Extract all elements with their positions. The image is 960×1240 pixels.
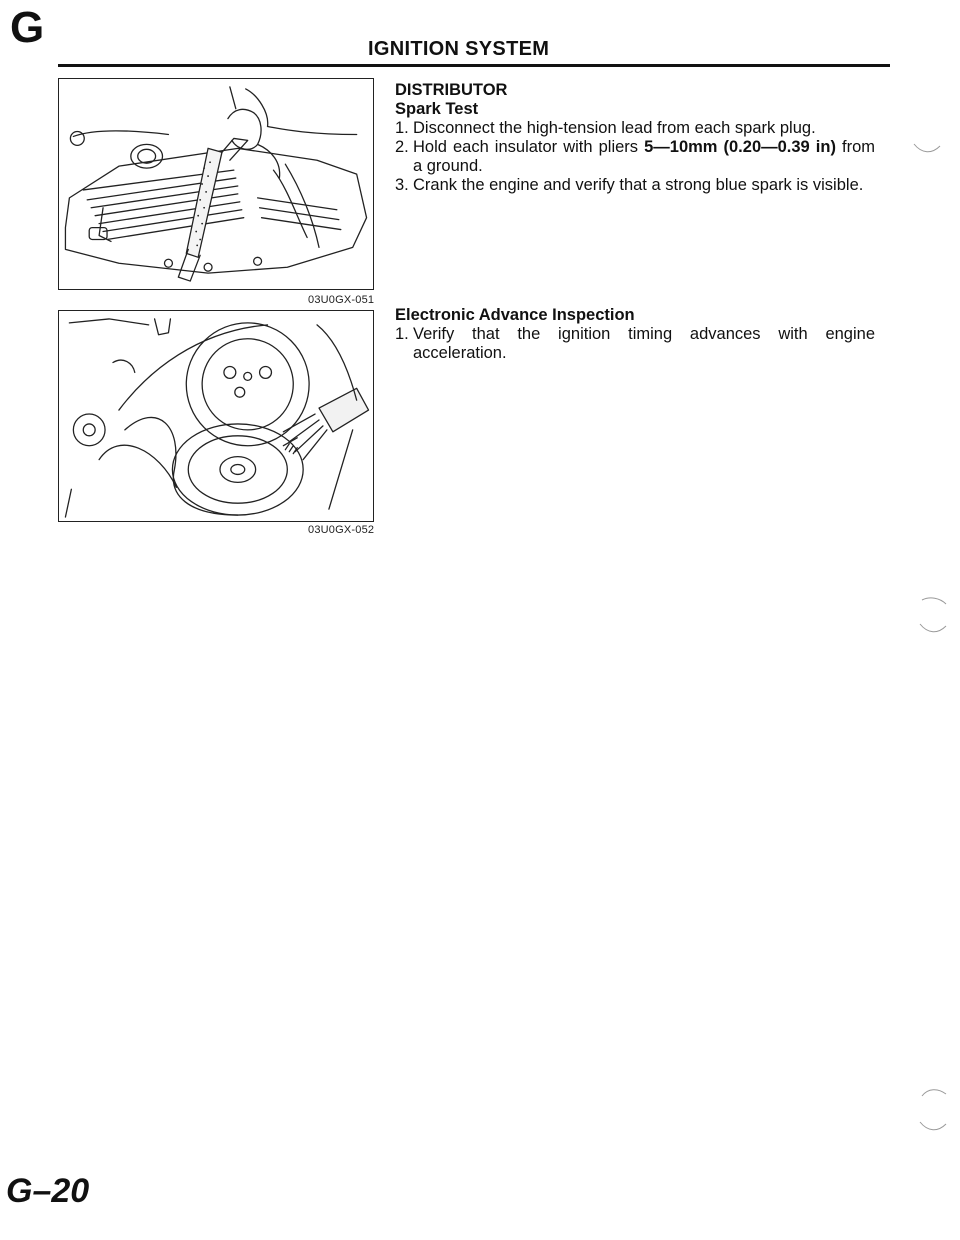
spark-test-illustration	[59, 79, 373, 289]
subsection-heading: Electronic Advance Inspection	[395, 306, 635, 324]
figure-caption: 03U0GX-052	[308, 524, 375, 536]
step-number: 3.	[395, 176, 409, 194]
step-number: 1.	[395, 119, 409, 137]
figure-caption: 03U0GX-051	[308, 294, 375, 306]
step-text: from a ground.	[413, 138, 876, 175]
scan-mark	[912, 140, 942, 160]
section-letter: G	[10, 3, 45, 52]
scan-mark	[918, 1086, 948, 1136]
figure-timing-inspection	[58, 310, 374, 522]
page-number: G–20	[6, 1172, 90, 1210]
step-text: Hold each insulator with pliers	[413, 138, 645, 156]
step-item	[395, 119, 875, 138]
electronic-advance-section	[395, 306, 875, 363]
distributor-section	[395, 81, 875, 195]
step-item	[395, 325, 875, 363]
step-item	[395, 176, 875, 195]
step-text: Crank the engine and verify that a strong blue spark is visible.	[413, 176, 864, 194]
subsection-heading: Spark Test	[395, 100, 479, 118]
step-item	[395, 138, 875, 176]
figure-spark-test	[58, 78, 374, 290]
scan-mark	[918, 596, 948, 636]
step-text: Verify that the ignition timing advances with engine acceleration.	[413, 325, 875, 362]
header-rule	[58, 64, 890, 67]
timing-inspection-illustration	[59, 311, 373, 521]
section-heading: DISTRIBUTOR	[395, 81, 508, 99]
page-title: IGNITION SYSTEM	[368, 38, 550, 60]
step-number: 2.	[395, 138, 409, 156]
step-text: Disconnect the high-tension lead from each spark plug.	[413, 119, 816, 137]
step-number: 1.	[395, 325, 409, 343]
spec-value: 5—10mm (0.20—0.39 in)	[644, 138, 836, 156]
